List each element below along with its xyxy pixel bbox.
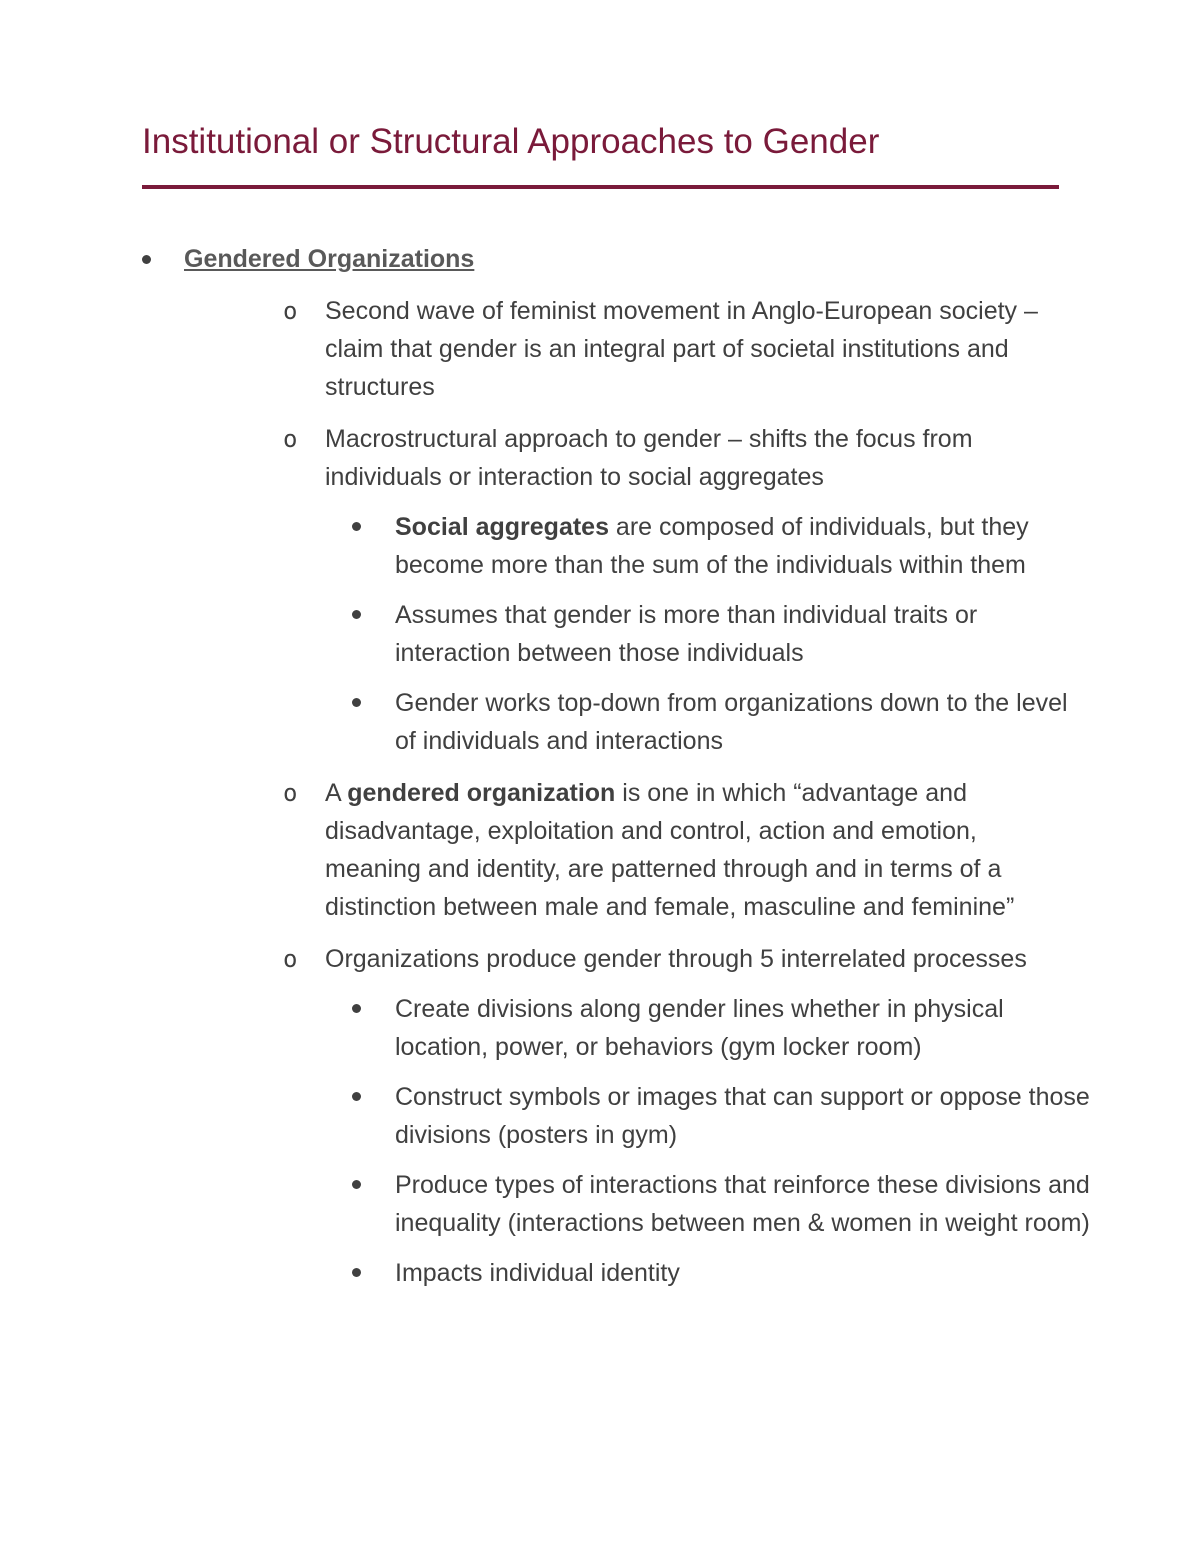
list-item [283, 774, 1075, 926]
sub-sub-list [325, 508, 1075, 760]
circle-bullet-icon: o [283, 945, 298, 973]
title-divider [142, 185, 1059, 189]
list-item [352, 1166, 1095, 1242]
item-text: Construct symbols or images that can support or oppose those divisions (posters in gym) [395, 1083, 1090, 1149]
bullet-icon [352, 1180, 361, 1189]
sub-list [184, 292, 1090, 1292]
page-title: Institutional or Structural Approaches to Gender [142, 122, 880, 161]
list-item [283, 940, 1090, 1292]
document-body [142, 240, 1090, 1306]
circle-bullet-icon: o [283, 779, 298, 807]
list-item [283, 420, 1075, 760]
bullet-icon [352, 698, 361, 707]
item-text: Organizations produce gender through 5 interrelated processes [325, 945, 1027, 973]
list-item [352, 1078, 1095, 1154]
item-text: are composed of individuals, but they become more than the sum of the individuals within them [395, 513, 1029, 579]
bullet-icon [352, 522, 361, 531]
item-bold-term: Social aggregates [395, 513, 609, 541]
bullet-icon [352, 1004, 361, 1013]
list-item [352, 1254, 1095, 1292]
item-text: is one in which “advantage and disadvantage, exploitation and control, action and emotion, meaning and identity, are patterned through and in terms of a distinction between male and female, masculine and feminine” [325, 779, 1015, 921]
item-text: Produce types of interactions that reinforce these divisions and inequality (interactions between men & women in weight room) [395, 1171, 1090, 1237]
top-level-list [142, 240, 1090, 1292]
item-prefix: A [325, 779, 348, 807]
item-bold-term: gendered organization [347, 779, 616, 807]
item-text: Second wave of feminist movement in Anglo-European society – claim that gender is an integral part of societal institutions and structures [325, 297, 1038, 401]
bullet-icon [352, 1092, 361, 1101]
item-text: Impacts individual identity [395, 1259, 680, 1287]
list-item [283, 292, 1075, 406]
item-text: Assumes that gender is more than individual traits or interaction between those individuals [395, 601, 978, 667]
sub-sub-list [325, 990, 1090, 1292]
circle-bullet-icon: o [283, 425, 298, 453]
bullet-icon [142, 255, 151, 264]
bullet-icon [352, 1268, 361, 1277]
list-item-section [142, 240, 1090, 1292]
list-item [352, 508, 1095, 584]
item-text: Create divisions along gender lines whether in physical location, power, or behaviors (gym locker room) [395, 995, 1004, 1061]
circle-bullet-icon: o [283, 297, 298, 325]
item-text: Macrostructural approach to gender – shifts the focus from individuals or interaction to social aggregates [325, 425, 973, 491]
bullet-icon [352, 610, 361, 619]
item-text: Gender works top-down from organizations down to the level of individuals and interactions [395, 689, 1068, 755]
section-heading: Gendered Organizations [184, 245, 475, 273]
list-item [352, 684, 1095, 760]
list-item [352, 990, 1095, 1066]
list-item [352, 596, 1095, 672]
